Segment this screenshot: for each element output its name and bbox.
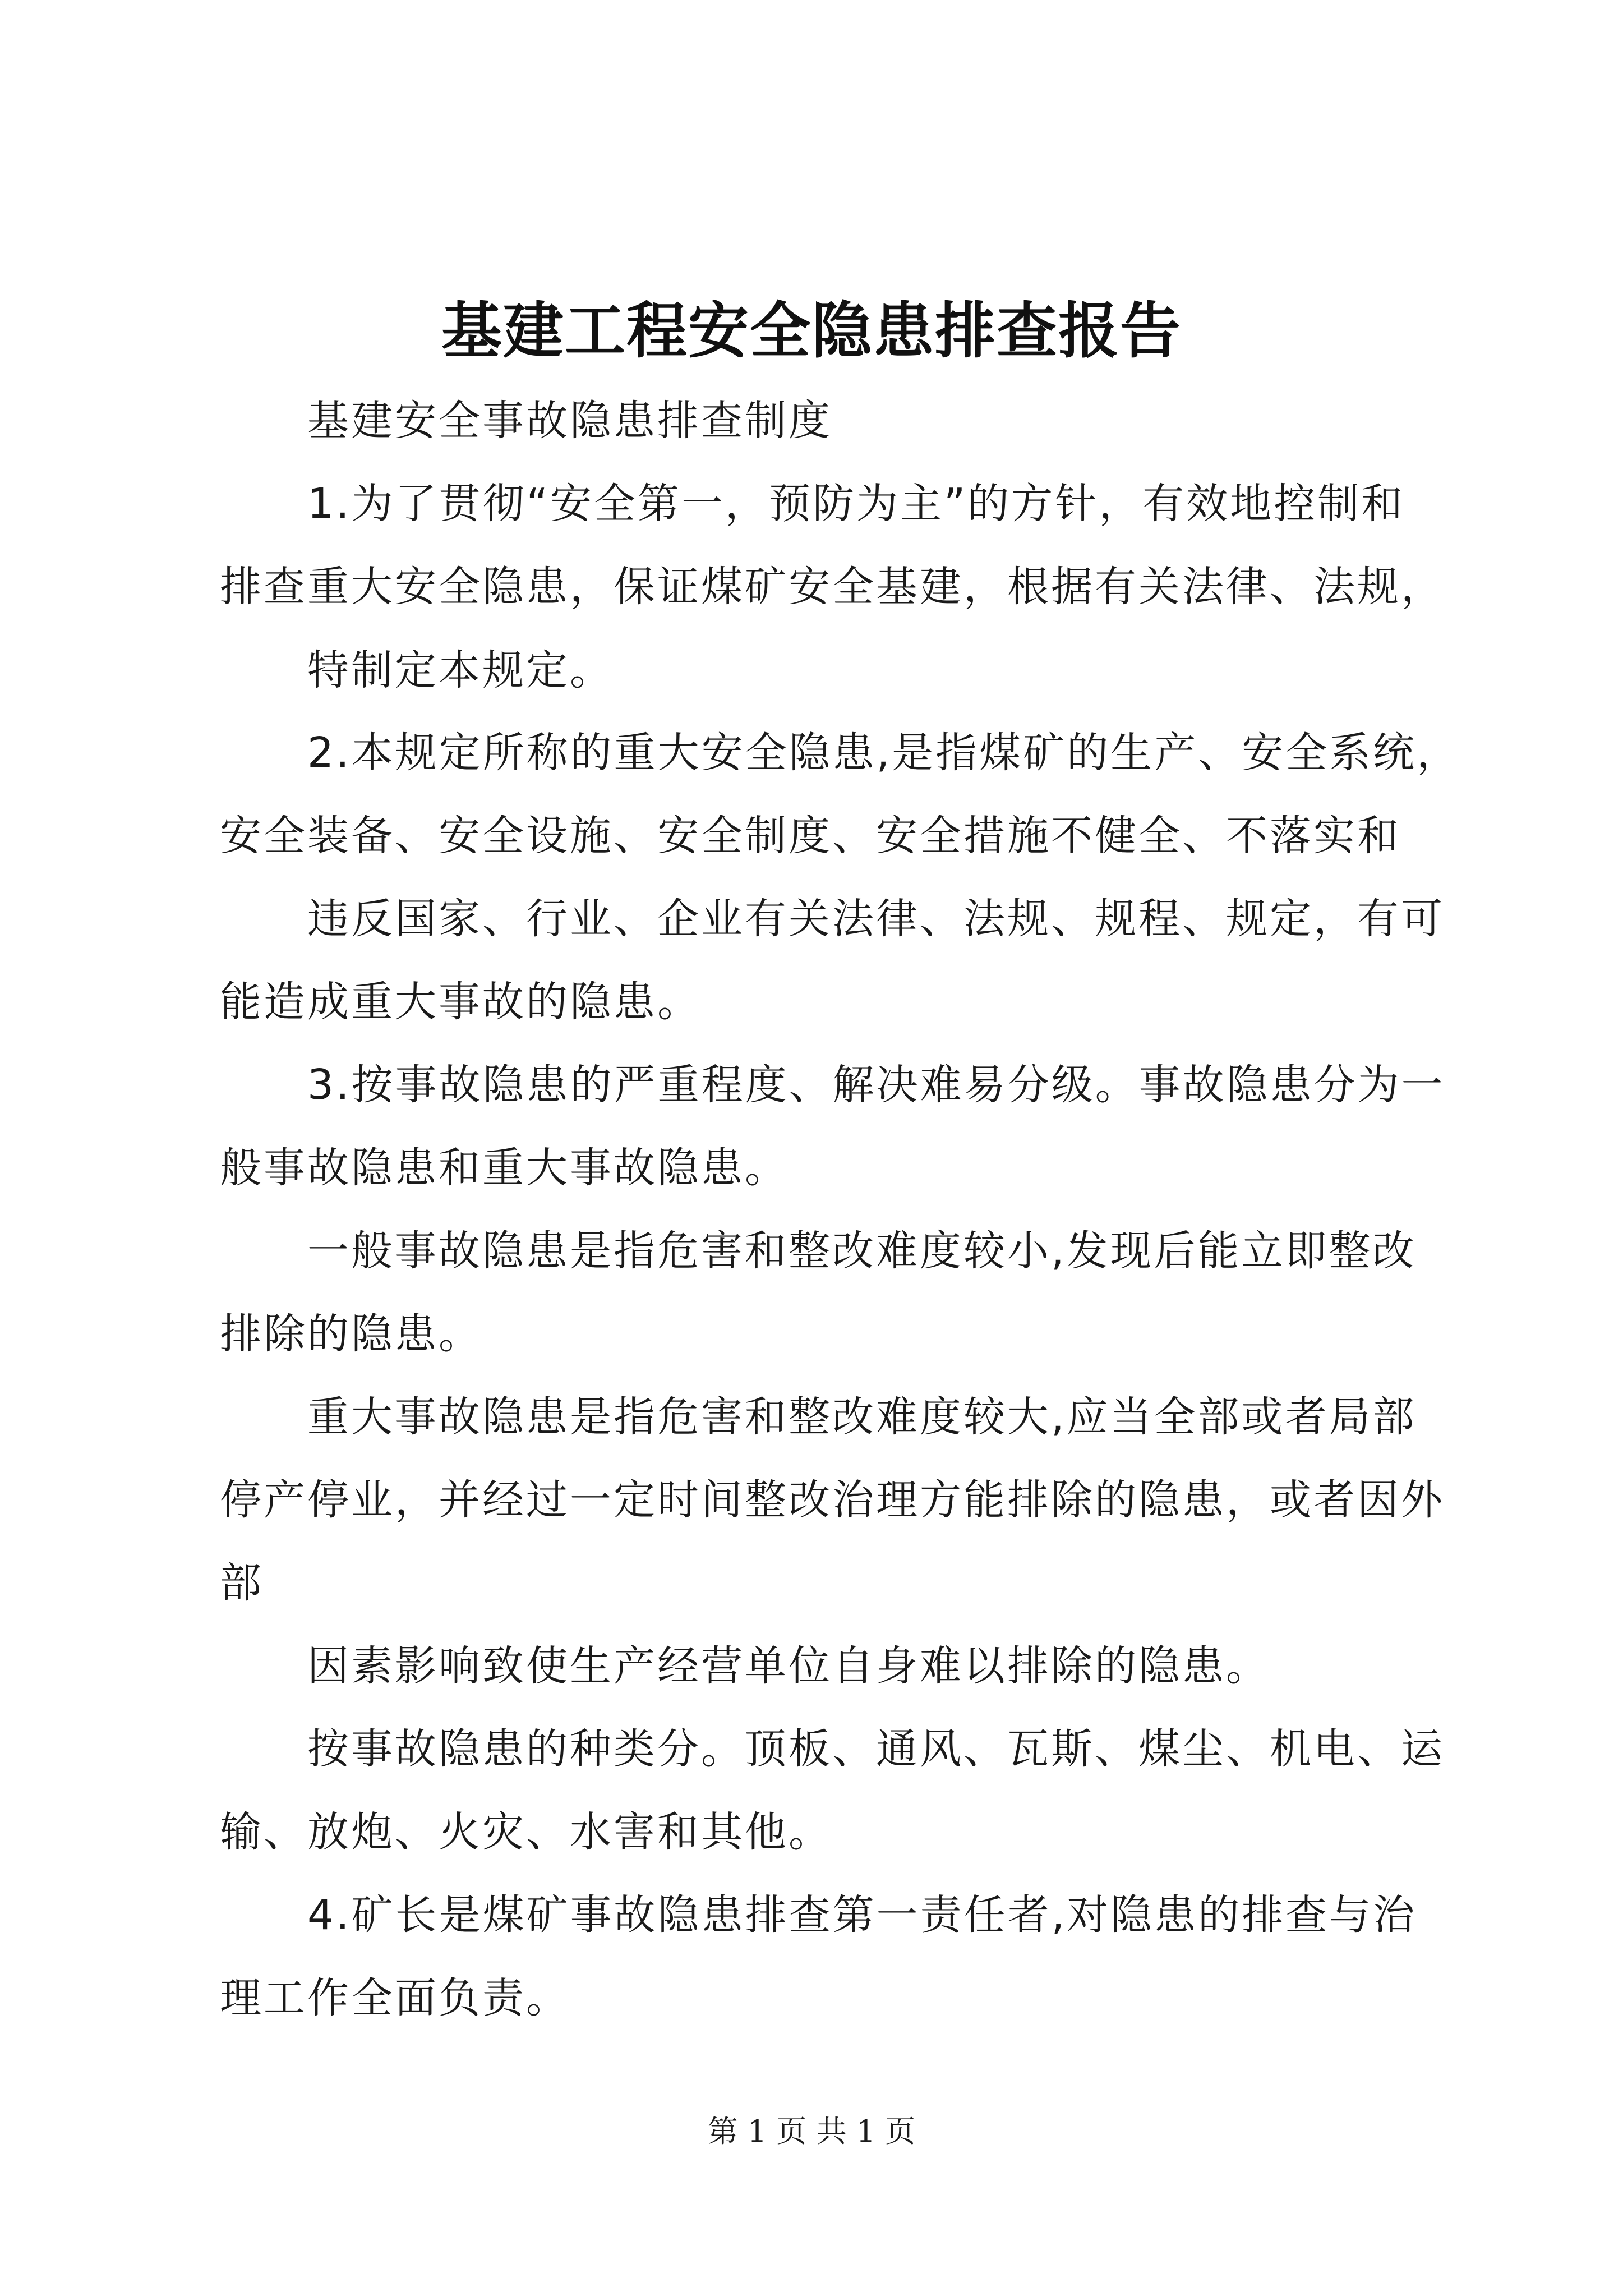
paragraph-line: 般事故隐患和重大事故隐患。 xyxy=(220,1144,789,1192)
paragraph-line: 2.本规定所称的重大安全隐患,是指煤矿的生产、安全系统， xyxy=(307,729,1461,777)
paragraph-line: 按事故隐患的种类分。顶板、通风、瓦斯、煤尘、机电、运 xyxy=(307,1725,1445,1773)
paragraph-line: 输、放炮、火灾、水害和其他。 xyxy=(220,1808,832,1856)
paragraph-line: 基建安全事故隐患排查制度 xyxy=(307,397,832,445)
paragraph-line: 安全装备、安全设施、安全制度、安全措施不健全、不落实和 xyxy=(220,812,1401,860)
document-title: 基建工程安全隐患排查报告 xyxy=(441,296,1182,366)
paragraph-line: 停产停业，并经过一定时间整改治理方能排除的隐患，或者因外 xyxy=(220,1476,1445,1524)
paragraph-line: 排查重大安全隐患，保证煤矿安全基建，根据有关法律、法规， xyxy=(220,563,1445,611)
paragraph-line: 1.为了贯彻“安全第一，预防为主”的方针，有效地控制和 xyxy=(307,480,1405,528)
paragraph-line: 违反国家、行业、企业有关法律、法规、规程、规定，有可 xyxy=(307,895,1445,943)
paragraph-line: 部 xyxy=(220,1559,264,1607)
paragraph-line: 特制定本规定。 xyxy=(307,646,614,694)
paragraph-line: 4.矿长是煤矿事故隐患排查第一责任者,对隐患的排查与治 xyxy=(307,1891,1417,1939)
paragraph-line: 一般事故隐患是指危害和整改难度较小,发现后能立即整改 xyxy=(307,1227,1417,1275)
paragraph-line: 排除的隐患。 xyxy=(220,1310,482,1358)
page-footer: 第 1 页 共 1 页 xyxy=(707,2114,916,2149)
paragraph-line: 能造成重大事故的隐患。 xyxy=(220,978,701,1026)
paragraph-line: 重大事故隐患是指危害和整改难度较大,应当全部或者局部 xyxy=(307,1393,1417,1441)
paragraph-line: 3.按事故隐患的严重程度、解决难易分级。事故隐患分为一 xyxy=(307,1061,1445,1109)
paragraph-line: 理工作全面负责。 xyxy=(220,1974,570,2022)
paragraph-line: 因素影响致使生产经营单位自身难以排除的隐患。 xyxy=(307,1642,1270,1690)
